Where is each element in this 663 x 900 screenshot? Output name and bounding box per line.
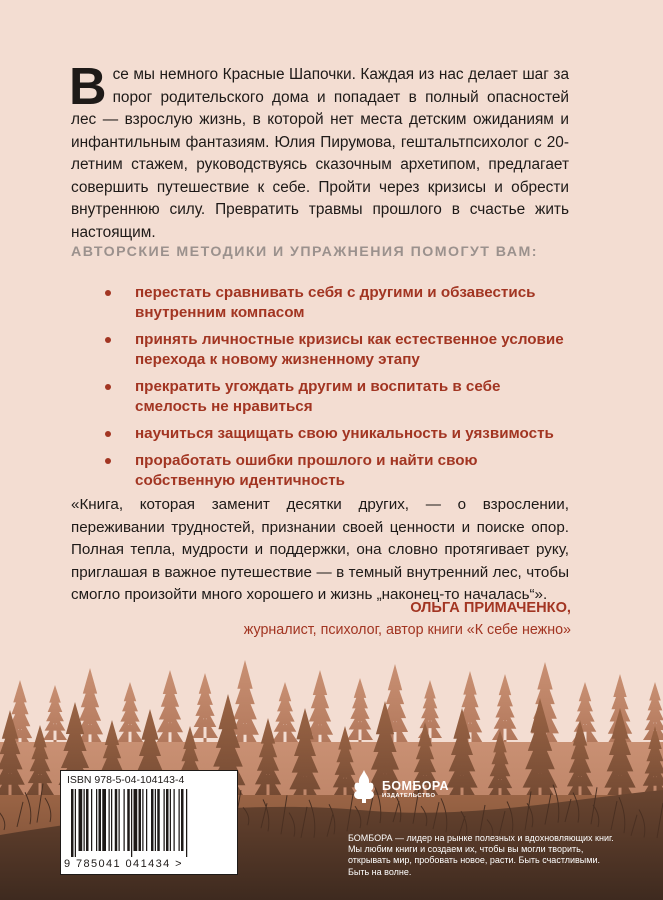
barcode-bar bbox=[86, 789, 89, 851]
isbn-number: ISBN 978-5-04-104143-4 bbox=[67, 774, 185, 786]
bullet-dot-icon bbox=[105, 290, 111, 296]
barcode-bar bbox=[170, 789, 171, 851]
barcode-bar bbox=[142, 789, 143, 851]
tree-shape bbox=[117, 682, 143, 750]
benefits-list bbox=[105, 283, 575, 498]
barcode-bar bbox=[139, 789, 142, 851]
list-item-text: научиться защищать свою уникальность и уязвимость bbox=[135, 425, 554, 442]
bombora-logo-icon bbox=[349, 768, 379, 804]
list-item bbox=[105, 283, 575, 323]
barcode-bar bbox=[186, 789, 187, 857]
barcode-bar bbox=[164, 789, 165, 851]
bullet-dot-icon bbox=[105, 384, 111, 390]
list-item bbox=[105, 377, 575, 417]
barcode-bar bbox=[131, 789, 132, 857]
barcode-box bbox=[60, 770, 238, 875]
barcode-bar bbox=[166, 789, 169, 851]
tree-shape bbox=[272, 682, 298, 750]
bullet-dot-icon bbox=[105, 337, 111, 343]
intro-text: се мы немного Красные Шапочки. Каждая из нас делает шаг за порог родительского дома и попадает в полный опасностей лес — взрослую жизнь, в которой нет места детским ожиданиям и инфантильным фантазиям. Юлия Пирумова, гештальтпсихолог с 20-летним стажем, руководствуясь сказочным архетипом, предлагает совершить путешествие к себе. Пройти через кризисы и обрести внутреннюю силу. Превратить травмы прошлого в счастье жить настоящим. bbox=[71, 66, 569, 241]
barcode-bar bbox=[127, 789, 130, 851]
list-item-text: прекратить угождать другим и воспитать в себе смелость не нравиться bbox=[135, 378, 501, 415]
tree-shape bbox=[192, 673, 218, 746]
barcode-bar bbox=[102, 789, 106, 851]
quote-author-name: ОЛЬГА ПРИМАЧЕНКО, bbox=[410, 600, 571, 616]
barcode-bars bbox=[71, 789, 229, 857]
publisher-name: БОМБОРА bbox=[382, 779, 449, 793]
barcode-bar bbox=[181, 789, 184, 851]
barcode-bar bbox=[96, 789, 97, 851]
barcode-bar bbox=[111, 789, 112, 851]
review-quote: «Книга, которая заменит десятки других, — о взрослении, переживании трудностей, признании своей ценности и поиске опор. Полная тепла, мудрости и поддержки, она словно протягивает руку, приглашая в важное путешествие — в темный внутренний лес, чтобы смогло произойти много хорошего и жизнь „наконец-то началась“». bbox=[71, 496, 569, 603]
barcode-bar bbox=[179, 789, 180, 851]
list-item-text: перестать сравнивать себя с другими и обзавестись внутренним компасом bbox=[135, 284, 536, 321]
tree-shape bbox=[492, 674, 518, 748]
list-item-text: проработать ошибки прошлого и найти свою собственную идентичность bbox=[135, 452, 478, 489]
drop-cap: В bbox=[69, 58, 107, 116]
list-item-text: принять личностные кризисы как естественное условие перехода к новому жизненному этапу bbox=[135, 331, 564, 368]
list-item bbox=[105, 451, 575, 491]
list-item bbox=[105, 424, 575, 444]
barcode-bar bbox=[115, 789, 118, 851]
tree-shape bbox=[43, 685, 67, 748]
bullet-dot-icon bbox=[105, 431, 111, 437]
barcode-bar bbox=[151, 789, 154, 851]
barcode-bar bbox=[109, 789, 110, 851]
barcode-bar bbox=[155, 789, 156, 851]
barcode-bar bbox=[84, 789, 85, 851]
barcode-bar bbox=[134, 789, 138, 851]
quote-author-description: журналист, психолог, автор книги «К себе нежно» bbox=[243, 622, 571, 638]
barcode-bar bbox=[71, 789, 74, 857]
barcode-bar bbox=[124, 789, 125, 851]
barcode-bar bbox=[79, 789, 83, 851]
barcode-digits: 9 785041 041434 > bbox=[64, 858, 183, 870]
methods-heading: АВТОРСКИЕ МЕТОДИКИ И УПРАЖНЕНИЯ ПОМОГУТ ВАМ: bbox=[71, 244, 538, 260]
barcode-bar bbox=[119, 789, 120, 851]
publisher-subtitle: ИЗДАТЕЛЬСТВО bbox=[382, 793, 436, 799]
tree-shape bbox=[155, 670, 185, 753]
list-item bbox=[105, 330, 575, 370]
barcode-bar bbox=[91, 789, 92, 851]
barcode-bar bbox=[146, 789, 147, 851]
barcode-bar bbox=[75, 789, 76, 857]
bullet-dot-icon bbox=[105, 458, 111, 464]
barcode-bar bbox=[99, 789, 102, 851]
barcode-bar bbox=[174, 789, 175, 851]
barcode-bar bbox=[157, 789, 160, 851]
intro-paragraph bbox=[69, 58, 569, 244]
tree-shape bbox=[347, 678, 373, 748]
publisher-slogan: БОМБОРА — лидер на рынке полезных и вдохновляющих книг. Мы любим книги и создаем их, чтобы вы могли творить, открывать мир, пробовать новое, расти. Быть счастливыми. Быть на волне. bbox=[348, 833, 614, 877]
